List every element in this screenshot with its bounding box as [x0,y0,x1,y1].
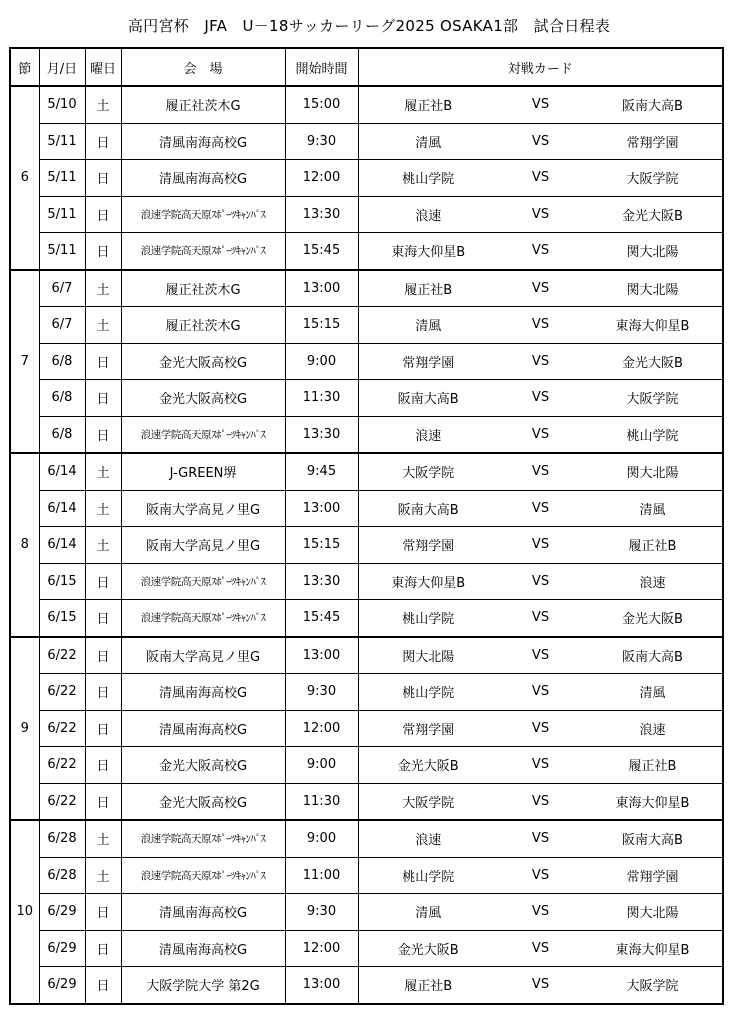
versus-label: VS [498,637,583,674]
match-row [10,233,723,270]
versus-label: VS [498,123,583,160]
match-date: 6/14 [39,490,85,527]
away-team: 清風 [583,490,723,527]
away-team: 常翔学園 [583,857,723,894]
versus-label: VS [498,380,583,417]
match-row [10,967,723,1004]
match-row [10,343,723,380]
versus-label: VS [498,930,583,967]
match-venue: 浪速学院高天原ｽﾎﾟｰﾂｷｬﾝﾊﾟｽ [121,820,285,857]
match-venue: 清風南海高校G [121,930,285,967]
match-start-time: 9:30 [285,674,358,711]
round-number: 6 [10,86,39,270]
match-venue: 浪速学院高天原ｽﾎﾟｰﾂｷｬﾝﾊﾟｽ [121,233,285,270]
round-number: 9 [10,637,39,821]
match-date: 6/15 [39,600,85,637]
match-date: 6/8 [39,416,85,453]
match-start-time: 9:30 [285,123,358,160]
versus-label: VS [498,490,583,527]
match-date: 6/22 [39,747,85,784]
round-number: 7 [10,270,39,454]
away-team: 浪速 [583,563,723,600]
away-team: 大阪学院 [583,160,723,197]
header-match-card: 対戦カード [358,48,723,86]
match-start-time: 15:45 [285,600,358,637]
match-row [10,307,723,344]
home-team: 履正社B [358,270,498,307]
match-weekday: 日 [85,123,121,160]
match-weekday: 土 [85,86,121,123]
header-date: 月/日 [39,48,85,86]
home-team: 大阪学院 [358,453,498,490]
match-row [10,160,723,197]
match-date: 5/11 [39,233,85,270]
match-weekday: 日 [85,674,121,711]
match-date: 6/28 [39,820,85,857]
match-start-time: 15:45 [285,233,358,270]
away-team: 関大北陽 [583,233,723,270]
match-row [10,123,723,160]
match-row [10,416,723,453]
match-weekday: 日 [85,747,121,784]
home-team: 常翔学園 [358,527,498,564]
home-team: 桃山学院 [358,160,498,197]
versus-label: VS [498,747,583,784]
match-row [10,453,723,490]
match-venue: 金光大阪高校G [121,783,285,820]
match-weekday: 土 [85,820,121,857]
match-date: 5/11 [39,123,85,160]
match-venue: 金光大阪高校G [121,343,285,380]
away-team: 東海大仰星B [583,307,723,344]
home-team: 常翔学園 [358,343,498,380]
match-date: 6/7 [39,307,85,344]
away-team: 清風 [583,674,723,711]
versus-label: VS [498,86,583,123]
home-team: 清風 [358,894,498,931]
match-start-time: 11:30 [285,783,358,820]
match-weekday: 日 [85,196,121,233]
match-row [10,857,723,894]
match-date: 6/8 [39,343,85,380]
match-start-time: 15:15 [285,527,358,564]
match-start-time: 13:30 [285,196,358,233]
match-row [10,600,723,637]
away-team: 金光大阪B [583,196,723,233]
match-row [10,380,723,417]
match-start-time: 12:00 [285,710,358,747]
match-weekday: 日 [85,783,121,820]
versus-label: VS [498,967,583,1004]
match-weekday: 日 [85,894,121,931]
match-venue: 清風南海高校G [121,160,285,197]
match-start-time: 15:00 [285,86,358,123]
match-date: 5/10 [39,86,85,123]
home-team: 常翔学園 [358,710,498,747]
match-row [10,196,723,233]
match-date: 6/29 [39,894,85,931]
match-venue: 浪速学院高天原ｽﾎﾟｰﾂｷｬﾝﾊﾟｽ [121,196,285,233]
match-weekday: 日 [85,160,121,197]
away-team: 履正社B [583,747,723,784]
match-weekday: 日 [85,233,121,270]
away-team: 阪南大高B [583,820,723,857]
home-team: 清風 [358,307,498,344]
match-venue: 清風南海高校G [121,123,285,160]
versus-label: VS [498,233,583,270]
versus-label: VS [498,600,583,637]
match-venue: J-GREEN堺 [121,453,285,490]
match-row [10,637,723,674]
schedule-table [9,47,724,1005]
match-start-time: 12:00 [285,930,358,967]
versus-label: VS [498,160,583,197]
match-start-time: 12:00 [285,160,358,197]
match-start-time: 13:00 [285,967,358,1004]
away-team: 阪南大高B [583,86,723,123]
away-team: 常翔学園 [583,123,723,160]
match-weekday: 土 [85,527,121,564]
match-weekday: 土 [85,857,121,894]
header-row [10,48,723,86]
match-row [10,747,723,784]
match-row [10,674,723,711]
versus-label: VS [498,270,583,307]
home-team: 大阪学院 [358,783,498,820]
round-number: 8 [10,453,39,637]
match-start-time: 11:00 [285,857,358,894]
home-team: 履正社B [358,967,498,1004]
home-team: 東海大仰星B [358,563,498,600]
home-team: 清風 [358,123,498,160]
match-weekday: 土 [85,453,121,490]
match-start-time: 9:45 [285,453,358,490]
match-date: 6/22 [39,674,85,711]
match-venue: 金光大阪高校G [121,380,285,417]
match-date: 6/28 [39,857,85,894]
match-venue: 浪速学院高天原ｽﾎﾟｰﾂｷｬﾝﾊﾟｽ [121,600,285,637]
match-start-time: 9:00 [285,820,358,857]
match-venue: 清風南海高校G [121,674,285,711]
versus-label: VS [498,674,583,711]
match-date: 6/22 [39,783,85,820]
match-date: 6/22 [39,637,85,674]
away-team: 関大北陽 [583,270,723,307]
match-venue: 阪南大学高見ノ里G [121,637,285,674]
match-row [10,820,723,857]
match-venue: 清風南海高校G [121,894,285,931]
away-team: 大阪学院 [583,967,723,1004]
match-row [10,894,723,931]
round-number: 10 [10,820,39,1004]
home-team: 金光大阪B [358,930,498,967]
match-venue: 金光大阪高校G [121,747,285,784]
match-date: 5/11 [39,160,85,197]
match-venue: 阪南大学高見ノ里G [121,527,285,564]
match-date: 6/7 [39,270,85,307]
away-team: 金光大阪B [583,343,723,380]
versus-label: VS [498,894,583,931]
match-row [10,270,723,307]
match-date: 6/29 [39,930,85,967]
match-row [10,710,723,747]
match-weekday: 日 [85,930,121,967]
versus-label: VS [498,196,583,233]
away-team: 阪南大高B [583,637,723,674]
match-start-time: 13:30 [285,416,358,453]
home-team: 浪速 [358,196,498,233]
home-team: 関大北陽 [358,637,498,674]
match-weekday: 日 [85,967,121,1004]
match-venue: 浪速学院高天原ｽﾎﾟｰﾂｷｬﾝﾊﾟｽ [121,416,285,453]
match-venue: 大阪学院大学 第2G [121,967,285,1004]
match-weekday: 日 [85,343,121,380]
versus-label: VS [498,563,583,600]
away-team: 東海大仰星B [583,930,723,967]
match-weekday: 日 [85,380,121,417]
versus-label: VS [498,527,583,564]
header-venue: 会 場 [121,48,285,86]
match-start-time: 11:30 [285,380,358,417]
versus-label: VS [498,343,583,380]
home-team: 桃山学院 [358,674,498,711]
away-team: 桃山学院 [583,416,723,453]
away-team: 関大北陽 [583,453,723,490]
home-team: 桃山学院 [358,600,498,637]
match-venue: 浪速学院高天原ｽﾎﾟｰﾂｷｬﾝﾊﾟｽ [121,857,285,894]
away-team: 浪速 [583,710,723,747]
home-team: 金光大阪B [358,747,498,784]
match-venue: 阪南大学高見ノ里G [121,490,285,527]
header-start-time: 開始時間 [285,48,358,86]
home-team: 東海大仰星B [358,233,498,270]
match-row [10,527,723,564]
match-date: 6/15 [39,563,85,600]
match-row [10,930,723,967]
match-row [10,563,723,600]
home-team: 浪速 [358,820,498,857]
home-team: 阪南大高B [358,490,498,527]
match-row [10,86,723,123]
match-row [10,490,723,527]
versus-label: VS [498,820,583,857]
match-weekday: 日 [85,563,121,600]
versus-label: VS [498,416,583,453]
match-weekday: 土 [85,270,121,307]
away-team: 大阪学院 [583,380,723,417]
match-weekday: 日 [85,710,121,747]
versus-label: VS [498,710,583,747]
match-weekday: 土 [85,307,121,344]
away-team: 関大北陽 [583,894,723,931]
header-round: 節 [10,48,39,86]
away-team: 金光大阪B [583,600,723,637]
match-start-time: 9:00 [285,747,358,784]
match-start-time: 13:00 [285,637,358,674]
match-start-time: 9:30 [285,894,358,931]
match-start-time: 9:00 [285,343,358,380]
match-date: 6/29 [39,967,85,1004]
match-start-time: 13:00 [285,490,358,527]
home-team: 履正社B [358,86,498,123]
match-date: 6/22 [39,710,85,747]
away-team: 東海大仰星B [583,783,723,820]
match-weekday: 日 [85,416,121,453]
match-date: 6/14 [39,527,85,564]
match-venue: 履正社茨木G [121,270,285,307]
match-start-time: 15:15 [285,307,358,344]
match-date: 5/11 [39,196,85,233]
match-row [10,783,723,820]
match-date: 6/14 [39,453,85,490]
versus-label: VS [498,783,583,820]
match-venue: 浪速学院高天原ｽﾎﾟｰﾂｷｬﾝﾊﾟｽ [121,563,285,600]
match-venue: 履正社茨木G [121,307,285,344]
away-team: 履正社B [583,527,723,564]
home-team: 浪速 [358,416,498,453]
schedule-body [10,86,723,1004]
match-venue: 履正社茨木G [121,86,285,123]
versus-label: VS [498,453,583,490]
match-start-time: 13:30 [285,563,358,600]
home-team: 阪南大高B [358,380,498,417]
header-weekday: 曜日 [85,48,121,86]
versus-label: VS [498,307,583,344]
match-start-time: 13:00 [285,270,358,307]
match-weekday: 日 [85,637,121,674]
versus-label: VS [498,857,583,894]
match-weekday: 日 [85,600,121,637]
match-date: 6/8 [39,380,85,417]
match-weekday: 土 [85,490,121,527]
match-venue: 清風南海高校G [121,710,285,747]
home-team: 桃山学院 [358,857,498,894]
page-title: 高円宮杯 JFA U－18サッカーリーグ2025 OSAKA1部 試合日程表 [127,17,611,35]
